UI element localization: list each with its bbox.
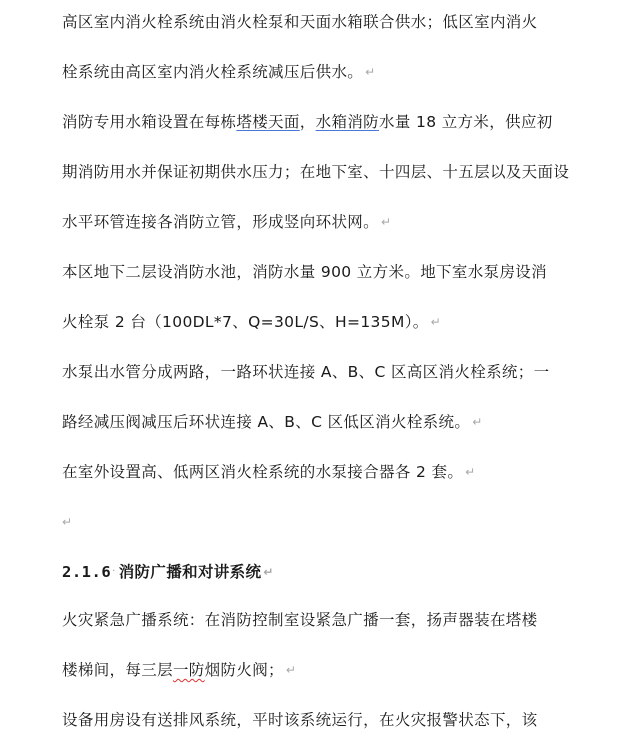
line-text: 期消防用水并保证初期供水压力；在地下室、十四层、十五层以及天面设 xyxy=(62,163,570,181)
line-text: 栓系统由高区室内消火栓系统减压后供水。 xyxy=(62,63,364,81)
line-text: 水量 18 立方米，供应初 xyxy=(379,113,553,131)
space-mark-icon: · xyxy=(112,566,116,577)
paragraph-mark-icon: ↵ xyxy=(365,65,376,79)
line-text: 消防专用水箱设置在每栋 xyxy=(62,113,237,131)
text-line xyxy=(62,12,538,32)
text-line xyxy=(62,610,538,630)
line-text: 楼梯间，每三层 xyxy=(62,661,173,679)
section-heading xyxy=(62,562,274,582)
line-text: 水泵出水管分成两路，一路环状连接 A、B、C 区高区消火栓系统；一 xyxy=(62,363,550,381)
line-text: 高区室内消火栓系统由消火栓泵和天面水箱联合供水；低区室内消火 xyxy=(62,13,538,31)
text-line xyxy=(62,710,538,730)
line-text: 在室外设置高、低两区消火栓系统的水泵接合器各 2 套。 xyxy=(62,463,464,481)
paragraph-mark-icon: ↵ xyxy=(263,565,274,579)
text-line xyxy=(62,112,553,132)
line-text: 水平环管连接各消防立管，形成竖向环状网。 xyxy=(62,213,380,231)
line-text: ， xyxy=(299,113,316,131)
grammar-flagged-text: 塔楼天面 xyxy=(236,113,300,131)
text-line xyxy=(62,660,296,680)
line-text: 烟防火阀； xyxy=(204,661,284,679)
text-line xyxy=(62,212,391,232)
grammar-flagged-text: 水箱消防 xyxy=(315,113,380,131)
paragraph-mark-icon: ↵ xyxy=(465,465,476,479)
paragraph-mark-icon: ↵ xyxy=(285,663,297,677)
line-text: 火栓泵 2 台（100DL*7、Q=30L/S、H=135M）。 xyxy=(62,313,429,331)
line-text: 路经减压阀减压后环状连接 A、B、C 区低区消火栓系统。 xyxy=(62,413,471,431)
text-line xyxy=(62,312,441,332)
empty-paragraph xyxy=(62,512,72,532)
line-text: 火灾紧急广播系统：在消防控制室设紧急广播一套，扬声器装在塔楼 xyxy=(62,611,538,629)
heading-number: 2.1.6 xyxy=(62,563,112,581)
paragraph-mark-icon: ↵ xyxy=(472,415,483,429)
text-line xyxy=(62,412,483,432)
text-line xyxy=(62,62,376,82)
paragraph-mark-icon: ↵ xyxy=(62,515,73,529)
text-line xyxy=(62,162,569,182)
paragraph-mark-icon: ↵ xyxy=(381,215,392,229)
paragraph-mark-icon: ↵ xyxy=(430,315,442,329)
spelling-flagged-text: 一防 xyxy=(172,661,205,679)
text-line xyxy=(62,362,549,382)
heading-title: 消防广播和对讲系统 xyxy=(118,563,262,581)
line-text: 设备用房设有送排风系统，平时该系统运行，在火灾报警状态下，该 xyxy=(62,711,538,729)
line-text: 本区地下二层设消防水池，消防水量 900 立方米。地下室水泵房设消 xyxy=(62,263,547,281)
text-line xyxy=(62,462,476,482)
text-line xyxy=(62,262,547,282)
